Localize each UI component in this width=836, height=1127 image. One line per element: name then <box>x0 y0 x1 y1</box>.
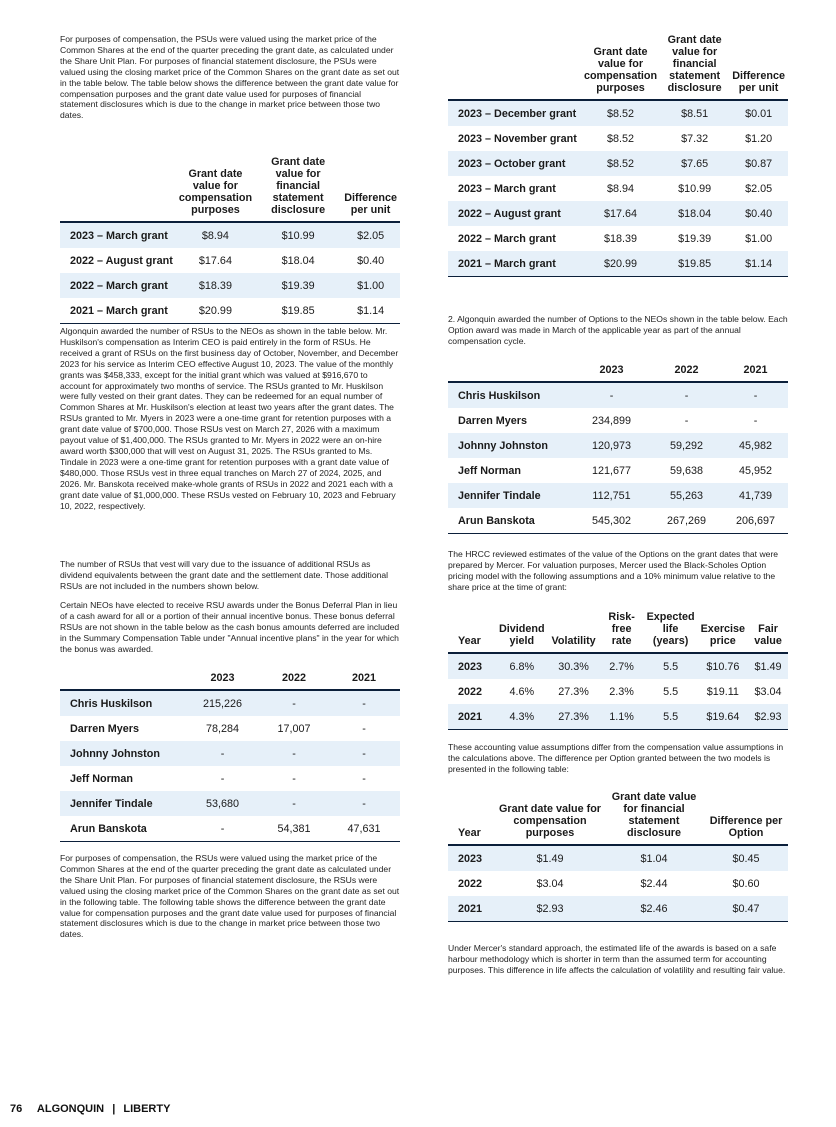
table-cell: $19.39 <box>678 232 712 245</box>
table-cell: - <box>328 741 400 766</box>
column-header: Grant date value for compensation purposes <box>178 168 253 216</box>
table-cell: 47,631 <box>347 822 381 835</box>
row-label: 2022 <box>458 685 483 698</box>
page-footer <box>10 1103 170 1115</box>
table-cell: 45,952 <box>738 464 773 477</box>
table-row <box>448 408 788 433</box>
table-cell: $18.04 <box>281 254 315 267</box>
table-cell: $8.51 <box>660 100 729 126</box>
table-cell: $8.52 <box>581 100 660 126</box>
psu-valuation-paragraph: For purposes of compensation, the PSUs were valued using the market price of the Common Shares at the end of the quarter preceding the grant date, as calculated under the Share Unit Plan. For purposes of financial statement disclosure, the PSUs were valued using the closing market price of the Common Shares on the grant date as set out in the table below. The table below shows the difference between the grant date value for compensation purposes and the grant date value used for purposes of financial statement disclosures which is due to the change in market price between those two dates. <box>60 34 400 121</box>
table-cell: - <box>362 772 366 785</box>
table-cell: - <box>260 791 328 816</box>
row-label: Arun Banskota <box>70 822 147 835</box>
table-cell: $19.85 <box>660 251 729 277</box>
row-label: Jeff Norman <box>70 772 133 785</box>
table-header-row <box>448 611 788 653</box>
table-cell: $8.94 <box>607 182 635 195</box>
table-cell: 5.5 <box>663 685 679 698</box>
row-label: Johnny Johnston <box>448 433 573 458</box>
column-header: Grant date value for financial statement disclosure <box>611 791 697 839</box>
table-row <box>448 151 788 176</box>
table-cell: - <box>723 382 788 408</box>
row-label: 2023 – March grant <box>60 222 176 248</box>
table-cell: 55,263 <box>650 483 723 508</box>
table-cell: 545,302 <box>591 514 632 527</box>
column-header: Risk-free rate <box>608 611 635 647</box>
row-label: 2021 – March grant <box>448 251 581 277</box>
table-cell: - <box>650 382 723 408</box>
column-header <box>448 364 573 382</box>
table-cell: 27.3% <box>558 685 589 698</box>
table-cell: $1.14 <box>729 251 788 277</box>
row-label: Johnny Johnston <box>60 741 185 766</box>
table-cell: $1.14 <box>357 304 385 317</box>
table-cell: $7.65 <box>660 151 729 176</box>
table-row <box>60 222 400 248</box>
table-cell: - <box>292 772 296 785</box>
column-header <box>448 34 581 100</box>
bonus-deferral-paragraph: Certain NEOs have elected to receive RSU awards under the Bonus Deferral Plan in lieu of a cash award for all or a portion of their annual incentive bonus. These bonus deferral RSUs are not shown in the table below as the cash bonus amounts deferred are included in the Summary Compensation Table under "Annual incentive plans" in the year for which the bonus was awarded. <box>60 600 400 654</box>
table-row <box>448 176 788 201</box>
row-label: Jennifer Tindale <box>448 483 573 508</box>
table-cell: $18.39 <box>604 232 638 245</box>
column-header <box>60 156 176 222</box>
row-label: 2022 – March grant <box>458 232 556 245</box>
row-label: 2023 – March grant <box>458 182 556 195</box>
row-label: 2023 – November grant <box>458 132 577 145</box>
table-cell: $0.47 <box>704 896 788 922</box>
table-cell: $2.44 <box>640 877 668 890</box>
table-cell: $7.32 <box>681 132 709 145</box>
black-scholes-table <box>448 611 788 730</box>
table-header-row <box>448 364 788 382</box>
rsu-vesting-note: The number of RSUs that vest will vary due to the issuance of additional RSUs as dividend equivalents between the grant date and the settlement date. Those additional RSUs are not included in the numbers shown below. <box>60 559 389 591</box>
table-cell: $18.39 <box>176 273 255 298</box>
table-row <box>60 766 400 791</box>
table-cell: - <box>362 722 366 735</box>
table-cell: $0.87 <box>729 151 788 176</box>
table-row <box>60 248 400 273</box>
table-cell: - <box>220 822 225 835</box>
table-row <box>60 298 400 324</box>
table-cell: $19.39 <box>255 273 341 298</box>
column-header: Volatility <box>551 635 596 647</box>
row-label: 2023 – October grant <box>448 151 581 176</box>
table-cell: 17,007 <box>277 722 311 735</box>
page-number: 76 <box>10 1103 23 1115</box>
row-label: Darren Myers <box>458 414 528 427</box>
table-cell: $19.85 <box>281 304 315 317</box>
brand-liberty: LIBERTY <box>123 1103 171 1115</box>
table-row <box>60 741 400 766</box>
table-row <box>448 871 788 896</box>
row-label: 2022 – March grant <box>60 273 176 298</box>
table-cell: 41,739 <box>723 483 788 508</box>
row-label: 2023 <box>448 845 496 871</box>
row-label: Jennifer Tindale <box>60 791 185 816</box>
option-grant-value-table <box>448 791 788 922</box>
column-header: Grant date value for compensation purposes <box>499 803 601 839</box>
row-label: Darren Myers <box>70 722 140 735</box>
table-cell: 54,381 <box>277 822 311 835</box>
table-row <box>448 201 788 226</box>
psu-grant-value-table <box>60 156 400 324</box>
table-cell: 59,638 <box>669 464 704 477</box>
table-cell: 2.3% <box>609 685 634 698</box>
table-cell: $1.04 <box>604 845 704 871</box>
table-row <box>448 382 788 408</box>
row-label: 2023 – December grant <box>448 100 581 126</box>
table-cell: 6.8% <box>496 653 548 679</box>
row-label: 2022 <box>458 877 483 890</box>
column-header: 2023 <box>210 672 235 684</box>
table-cell: $0.60 <box>732 877 760 890</box>
table-cell: $1.20 <box>745 132 773 145</box>
table-cell: $0.40 <box>729 201 788 226</box>
column-header: Grant date value for financial statement disclosure <box>667 34 722 94</box>
table-cell: $2.46 <box>604 896 704 922</box>
table-cell: $1.49 <box>748 653 788 679</box>
table-cell: 2.7% <box>600 653 644 679</box>
brand-algonquin: ALGONQUIN <box>36 1103 105 1115</box>
table-cell: 121,677 <box>591 464 632 477</box>
table-cell: $1.49 <box>496 845 604 871</box>
table-cell: $8.52 <box>581 151 660 176</box>
table-cell: $20.99 <box>581 251 660 277</box>
rsu-grant-value-table <box>448 34 788 277</box>
table-cell: 267,269 <box>666 514 707 527</box>
table-cell: $2.05 <box>341 222 400 248</box>
table-cell: 234,899 <box>591 414 632 427</box>
table-cell: - <box>573 382 650 408</box>
column-header: 2021 <box>743 364 768 376</box>
table-row <box>60 716 400 741</box>
brand-separator: | <box>112 1103 116 1115</box>
table-header-row <box>448 791 788 845</box>
table-row <box>448 251 788 277</box>
table-cell: 4.6% <box>509 685 535 698</box>
table-cell: 4.3% <box>496 704 548 730</box>
table-row <box>448 226 788 251</box>
table-row <box>60 816 400 842</box>
table-header-row <box>60 672 400 690</box>
table-cell: $1.00 <box>745 232 773 245</box>
table-row <box>448 704 788 730</box>
hrcc-valuation-paragraph: The HRCC reviewed estimates of the value of the Options on the grant dates that were prepared by Mercer. For valuation purposes, Mercer used the Black-Scholes Option pricing model with the following assumptions and a 10% minimum value relative to the share price at the time of grant: <box>448 549 779 592</box>
table-cell: - <box>684 414 689 427</box>
row-label: Chris Huskilson <box>448 382 573 408</box>
table-cell: 5.5 <box>644 653 698 679</box>
table-cell: - <box>260 690 328 716</box>
table-cell: $1.00 <box>341 273 400 298</box>
table-cell: $2.93 <box>496 896 604 922</box>
table-cell: $17.64 <box>198 254 232 267</box>
table-row <box>448 458 788 483</box>
table-row <box>448 896 788 922</box>
table-cell: 120,973 <box>573 433 650 458</box>
accounting-assumptions-paragraph: These accounting value assumptions differ from the compensation value assumptions in the calculations above. The difference per Option granted between the two models is presented in the following table: <box>448 742 784 774</box>
rsu-awards-table <box>60 672 400 842</box>
table-cell: $2.05 <box>745 182 773 195</box>
table-cell: $2.93 <box>748 704 788 730</box>
column-header <box>60 672 185 690</box>
column-header: 2022 <box>674 364 699 376</box>
table-row <box>448 100 788 126</box>
table-cell: $3.04 <box>536 877 564 890</box>
table-row <box>448 433 788 458</box>
row-label: 2021 <box>448 704 496 730</box>
column-header: 2023 <box>599 364 624 376</box>
column-header: Dividend yield <box>499 623 545 647</box>
table-cell: 30.3% <box>548 653 600 679</box>
table-row <box>448 845 788 871</box>
table-row <box>448 679 788 704</box>
table-cell: - <box>185 741 260 766</box>
table-header-row <box>60 156 400 222</box>
row-label: 2023 <box>448 653 496 679</box>
column-header: Year <box>458 827 481 839</box>
table-row <box>448 508 788 534</box>
rsu-award-paragraph: Algonquin awarded the number of RSUs to the NEOs as shown in the table below. Mr. Huskilson's compensation as Interim CEO is paid entirely in the form of RSUs. He received a grant of RSUs on the first business day of October, November, and December 2023 for his service as Interim CEO effective August 10, 2023. The value of the monthly grants was $458,333, except for the initial grant which was valued at $916,670 to account for approximately two months of service. The RSUs granted to Mr. Huskilson were fully vested on their grant dates. They can be redeemed for an equal number of Common Shares at Mr. Huskilson's election at least two years after the grant dates. The RSUs granted to Mr. Myers in 2023 were a one-time grant for retention purposes with a grant date value of $700,000. Those RSUs vest on March 27, 2026 with a maximum payout value of $1,400,000. The RSUs granted to Mr. Myers in 2022 were an on-hire award worth $300,000 that will vest on August 31, 2025. The RSUs granted to Ms. Tindale in 2023 were a one-time grant for retention purposes with a grant date value of $480,000. Those RSUs vest in three equal tranches on March 27 of 2024, 2025, and 2026. Mr. Banskota received make-whole grants of RSUs in 2022 and 2021 each with a grant date value of $1,000,000. These RSUs vested on February 10, 2023 and February 10, 2022, respectively. <box>60 326 399 511</box>
table-cell: 53,680 <box>185 791 260 816</box>
table-row <box>60 690 400 716</box>
row-label: Arun Banskota <box>458 514 535 527</box>
row-label: 2022 – August grant <box>448 201 581 226</box>
table-cell: $10.99 <box>255 222 341 248</box>
table-cell: 45,982 <box>723 433 788 458</box>
table-row <box>60 273 400 298</box>
table-cell: 112,751 <box>573 483 650 508</box>
table-cell: $10.99 <box>678 182 712 195</box>
table-row <box>448 653 788 679</box>
options-award-paragraph: 2. Algonquin awarded the number of Options to the NEOs shown in the table below. Each Option award was made in March of the applicable year as part of the annual compensation cycle. <box>448 314 788 346</box>
column-header: Difference per unit <box>344 192 397 216</box>
table-cell: 5.5 <box>644 704 698 730</box>
table-cell: $19.64 <box>698 704 748 730</box>
row-label: 2021 – March grant <box>70 304 168 317</box>
table-row <box>448 483 788 508</box>
row-label: Jeff Norman <box>458 464 521 477</box>
table-cell: $0.45 <box>704 845 788 871</box>
table-cell: $19.11 <box>706 685 739 698</box>
column-header: Year <box>458 635 481 647</box>
column-header: Difference per Option <box>709 815 783 839</box>
table-cell: 215,226 <box>185 690 260 716</box>
table-cell: $0.40 <box>357 254 385 267</box>
table-cell: $20.99 <box>198 304 232 317</box>
table-cell: 1.1% <box>600 704 644 730</box>
table-cell: - <box>220 772 225 785</box>
table-row <box>60 791 400 816</box>
table-cell: - <box>328 690 400 716</box>
table-cell: - <box>260 741 328 766</box>
table-cell: 59,292 <box>650 433 723 458</box>
table-cell: $10.76 <box>698 653 748 679</box>
row-label: 2022 – August grant <box>70 254 173 267</box>
column-header: 2021 <box>351 672 377 684</box>
table-cell: 206,697 <box>735 514 776 527</box>
row-label: 2021 <box>448 896 496 922</box>
table-row <box>448 126 788 151</box>
column-header: Difference per unit <box>732 70 785 94</box>
table-header-row <box>448 34 788 100</box>
options-awards-table <box>448 364 788 534</box>
column-header: Grant date value for compensation purposes <box>583 46 658 94</box>
column-header: Grant date value for financial statement disclosure <box>271 156 326 216</box>
table-cell: - <box>328 791 400 816</box>
column-header: 2022 <box>281 672 307 684</box>
column-header: Exercise price <box>700 623 746 647</box>
mercer-approach-paragraph: Under Mercer's standard approach, the estimated life of the awards is based on a safe harbour methodology which is shorter in term than the assumed term for accounting purposes. This difference in life affects the calculation of volatility and resulting fair value. <box>448 943 786 975</box>
table-cell: $17.64 <box>581 201 660 226</box>
table-cell: $8.94 <box>176 222 255 248</box>
table-cell: $3.04 <box>754 685 782 698</box>
table-cell: $0.01 <box>729 100 788 126</box>
column-header: Expected life (years) <box>646 611 695 647</box>
row-label: Chris Huskilson <box>60 690 185 716</box>
table-cell: $8.52 <box>607 132 635 145</box>
table-cell: 27.3% <box>548 704 600 730</box>
table-cell: $18.04 <box>660 201 729 226</box>
rsu-valuation-paragraph: For purposes of compensation, the RSUs were valued using the market price of the Common Shares at the end of the quarter preceding the grant date as calculated under the Share Unit Plan. For purposes of financial statement disclosure, the RSUs were valued using the closing market price of the Common Shares on the grant date as set out in the following table. The following table shows the difference between the grant date value for compensation purposes and the grant date value used for purposes of financial statement disclosures which is due to the change in market price between those two dates. <box>60 853 400 940</box>
column-header: Fair value <box>754 623 782 647</box>
table-cell: 78,284 <box>205 722 240 735</box>
table-cell: - <box>753 414 758 427</box>
